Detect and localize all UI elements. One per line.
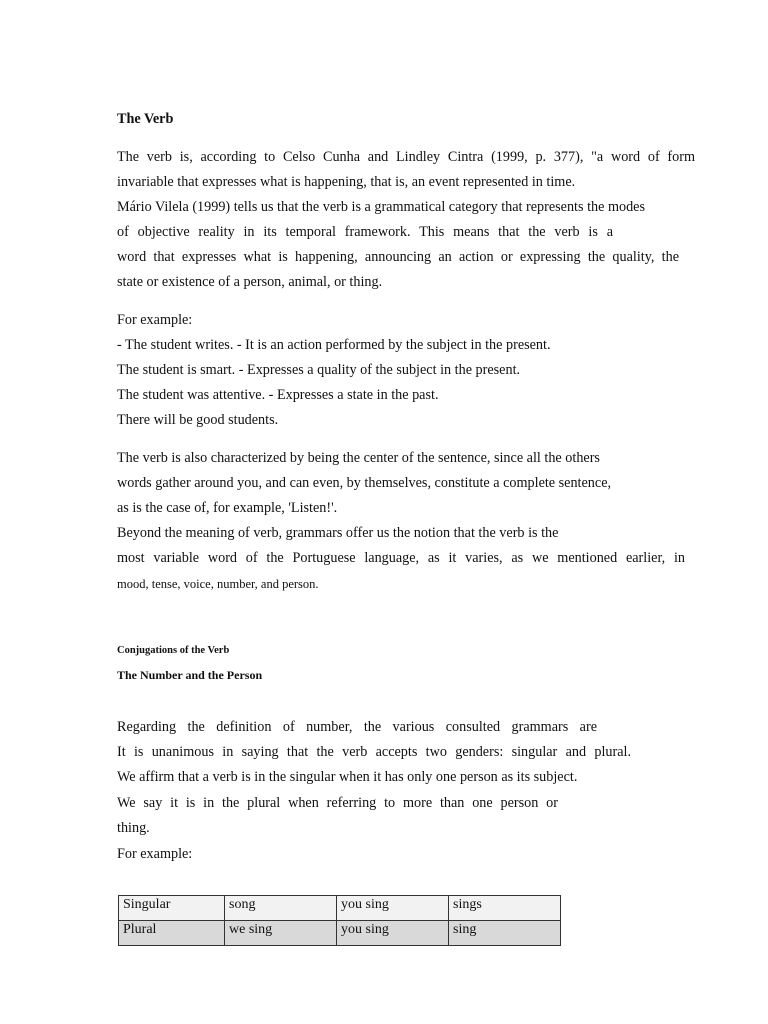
paragraph-line: The verb is, according to Celso Cunha and Lindley Cintra (1999, p. 377), "a word of form bbox=[117, 149, 695, 165]
paragraph-line: of objective reality in its temporal framework. This means that the verb is a bbox=[117, 224, 613, 240]
table-cell: Plural bbox=[119, 921, 225, 946]
paragraph-line: The verb is also characterized by being the center of the sentence, since all the others bbox=[117, 450, 600, 466]
paragraph-line: mood, tense, voice, number, and person. bbox=[117, 577, 319, 591]
paragraph-line: We affirm that a verb is in the singular when it has only one person as its subject. bbox=[117, 769, 578, 785]
table-cell: Singular bbox=[119, 896, 225, 921]
document-title: The Verb bbox=[117, 111, 174, 127]
paragraph-line: most variable word of the Portuguese language, as it varies, as we mentioned earlier, in bbox=[117, 550, 685, 566]
table-row bbox=[119, 921, 561, 946]
paragraph-line: For example: bbox=[117, 846, 193, 862]
example-line: - The student writes. - It is an action performed by the subject in the present. bbox=[117, 337, 551, 353]
table-cell: sing bbox=[449, 921, 561, 946]
section-heading: Conjugations of the Verb bbox=[117, 645, 230, 656]
table-cell: you sing bbox=[337, 896, 449, 921]
table-row bbox=[119, 896, 561, 921]
example-line: For example: bbox=[117, 312, 193, 328]
paragraph-line: thing. bbox=[117, 820, 150, 836]
table-cell: song bbox=[225, 896, 337, 921]
paragraph-line: word that expresses what is happening, announcing an action or expressing the quality, the bbox=[117, 249, 679, 265]
paragraph-line: as is the case of, for example, 'Listen!'. bbox=[117, 500, 338, 516]
table-cell: we sing bbox=[225, 921, 337, 946]
paragraph-line: Beyond the meaning of verb, grammars offer us the notion that the verb is the bbox=[117, 525, 559, 541]
paragraph-line: state or existence of a person, animal, or thing. bbox=[117, 274, 383, 290]
paragraph-line: It is unanimous in saying that the verb accepts two genders: singular and plural. bbox=[117, 744, 631, 760]
paragraph-line: invariable that expresses what is happening, that is, an event represented in time. bbox=[117, 174, 576, 190]
paragraph-line: words gather around you, and can even, by themselves, constitute a complete sentence, bbox=[117, 475, 612, 491]
table-cell: you sing bbox=[337, 921, 449, 946]
conjugation-table bbox=[118, 895, 561, 946]
table-cell: sings bbox=[449, 896, 561, 921]
example-line: The student was attentive. - Expresses a state in the past. bbox=[117, 387, 439, 403]
paragraph-line: Mário Vilela (1999) tells us that the verb is a grammatical category that represents the modes bbox=[117, 199, 645, 215]
example-line: There will be good students. bbox=[117, 412, 279, 428]
paragraph-line: Regarding the definition of number, the various consulted grammars are bbox=[117, 719, 597, 735]
paragraph-line: We say it is in the plural when referring to more than one person or bbox=[117, 795, 558, 811]
subheading: The Number and the Person bbox=[117, 668, 263, 682]
example-line: The student is smart. - Expresses a quality of the subject in the present. bbox=[117, 362, 521, 378]
